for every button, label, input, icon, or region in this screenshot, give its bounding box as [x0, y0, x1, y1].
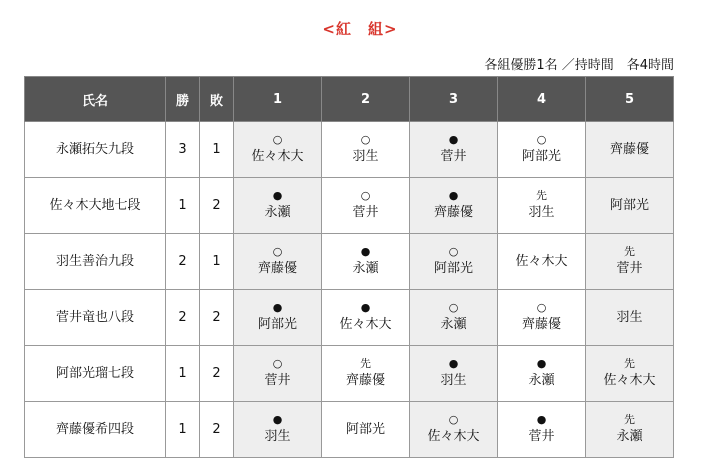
opponent-name: 永瀬 — [352, 261, 379, 276]
opponent-name: 齊藤優 — [609, 142, 649, 157]
result-mark: ● — [536, 413, 547, 426]
opponent-name: 羽生 — [528, 205, 555, 220]
round-cell — [586, 122, 674, 178]
result-mark: ○ — [448, 245, 459, 258]
round-cell — [234, 346, 322, 402]
result-mark: ○ — [536, 301, 547, 314]
header-round-4: 4 — [498, 77, 586, 122]
round-cell — [322, 402, 410, 458]
opponent-name: 佐々木大 — [339, 317, 392, 332]
result-mark: 先 — [536, 189, 547, 202]
wins-cell: 2 — [166, 234, 200, 290]
opponent-name: 菅井 — [440, 149, 467, 164]
round-cell — [410, 122, 498, 178]
round-cell — [234, 402, 322, 458]
opponent-name: 齊藤優 — [521, 317, 561, 332]
header-row — [25, 77, 674, 122]
round-cell — [410, 346, 498, 402]
round-cell — [410, 178, 498, 234]
header-round-3: 3 — [410, 77, 498, 122]
player-name-cell: 阿部光瑠七段 — [25, 346, 166, 402]
result-mark: ○ — [360, 189, 371, 202]
round-cell — [498, 290, 586, 346]
round-cell — [586, 234, 674, 290]
opponent-name: 羽生 — [264, 429, 291, 444]
opponent-name: 菅井 — [616, 261, 643, 276]
round-cell — [586, 346, 674, 402]
round-cell — [498, 234, 586, 290]
result-mark: ● — [448, 189, 459, 202]
result-mark: ○ — [272, 133, 283, 146]
losses-cell: 2 — [200, 290, 234, 346]
round-cell — [586, 402, 674, 458]
result-mark: 先 — [624, 357, 635, 370]
losses-cell: 2 — [200, 402, 234, 458]
opponent-name: 永瀬 — [440, 317, 467, 332]
opponent-name: 阿部光 — [433, 261, 473, 276]
result-mark: 先 — [624, 245, 635, 258]
opponent-name: 佐々木大 — [427, 429, 480, 444]
round-cell — [586, 290, 674, 346]
opponent-name: 佐々木大 — [603, 373, 656, 388]
opponent-name: 羽生 — [616, 310, 643, 325]
player-name-cell: 菅井竜也八段 — [25, 290, 166, 346]
opponent-name: 羽生 — [352, 149, 379, 164]
result-mark: ● — [272, 189, 283, 202]
round-cell — [234, 290, 322, 346]
group-title: <紅 組> — [322, 20, 398, 38]
header-round-2: 2 — [322, 77, 410, 122]
round-cell — [322, 178, 410, 234]
round-cell — [410, 290, 498, 346]
opponent-name: 阿部光 — [521, 149, 561, 164]
result-mark: ○ — [360, 133, 371, 146]
opponent-name: 阿部光 — [609, 198, 649, 213]
round-cell — [234, 178, 322, 234]
header-wins: 勝 — [166, 77, 200, 122]
wins-cell: 1 — [166, 402, 200, 458]
round-cell — [322, 234, 410, 290]
opponent-name: 阿部光 — [257, 317, 297, 332]
wins-cell: 1 — [166, 346, 200, 402]
opponent-name: 羽生 — [440, 373, 467, 388]
losses-cell: 1 — [200, 234, 234, 290]
round-cell — [498, 178, 586, 234]
opponent-name: 齊藤優 — [345, 373, 385, 388]
result-mark: ● — [272, 301, 283, 314]
result-mark: ● — [360, 301, 371, 314]
opponent-name: 菅井 — [352, 205, 379, 220]
table-row — [25, 402, 674, 458]
table-row — [25, 346, 674, 402]
round-cell — [498, 346, 586, 402]
result-mark: ● — [536, 357, 547, 370]
result-mark: 先 — [624, 413, 635, 426]
round-cell — [322, 122, 410, 178]
round-cell — [410, 402, 498, 458]
result-mark: ● — [360, 245, 371, 258]
opponent-name: 佐々木大 — [251, 149, 304, 164]
wins-cell: 1 — [166, 178, 200, 234]
opponent-name: 佐々木大 — [515, 254, 568, 269]
round-cell — [234, 234, 322, 290]
header-round-1: 1 — [234, 77, 322, 122]
losses-cell: 1 — [200, 122, 234, 178]
rules-note: 各組優勝1名 ／持時間 各4時間 — [484, 58, 674, 73]
player-name-cell: 齊藤優希四段 — [25, 402, 166, 458]
opponent-name: 菅井 — [528, 429, 555, 444]
opponent-name: 永瀬 — [264, 205, 291, 220]
losses-cell: 2 — [200, 346, 234, 402]
wins-cell: 3 — [166, 122, 200, 178]
player-name-cell: 羽生善治九段 — [25, 234, 166, 290]
opponent-name: 永瀬 — [528, 373, 555, 388]
header-name: 氏名 — [25, 77, 166, 122]
result-mark: ● — [448, 357, 459, 370]
wins-cell: 2 — [166, 290, 200, 346]
round-cell — [410, 234, 498, 290]
result-mark: ○ — [272, 357, 283, 370]
losses-cell: 2 — [200, 178, 234, 234]
opponent-name: 菅井 — [264, 373, 291, 388]
opponent-name: 齊藤優 — [257, 261, 297, 276]
player-name-cell: 永瀬拓矢九段 — [25, 122, 166, 178]
opponent-name: 永瀬 — [616, 429, 643, 444]
opponent-name: 齊藤優 — [433, 205, 473, 220]
result-mark: ○ — [448, 413, 459, 426]
result-mark: ○ — [448, 301, 459, 314]
table-row — [25, 122, 674, 178]
league-table — [24, 76, 674, 458]
round-cell — [234, 122, 322, 178]
result-mark: 先 — [360, 357, 371, 370]
round-cell — [498, 122, 586, 178]
result-mark: ○ — [272, 245, 283, 258]
opponent-name: 阿部光 — [345, 422, 385, 437]
round-cell — [498, 402, 586, 458]
table-row — [25, 234, 674, 290]
player-name-cell: 佐々木大地七段 — [25, 178, 166, 234]
header-losses: 敗 — [200, 77, 234, 122]
table-row — [25, 178, 674, 234]
round-cell — [322, 346, 410, 402]
result-mark: ● — [272, 413, 283, 426]
round-cell — [322, 290, 410, 346]
round-cell — [586, 178, 674, 234]
header-round-5: 5 — [586, 77, 674, 122]
result-mark: ○ — [536, 133, 547, 146]
result-mark: ● — [448, 133, 459, 146]
table-row — [25, 290, 674, 346]
